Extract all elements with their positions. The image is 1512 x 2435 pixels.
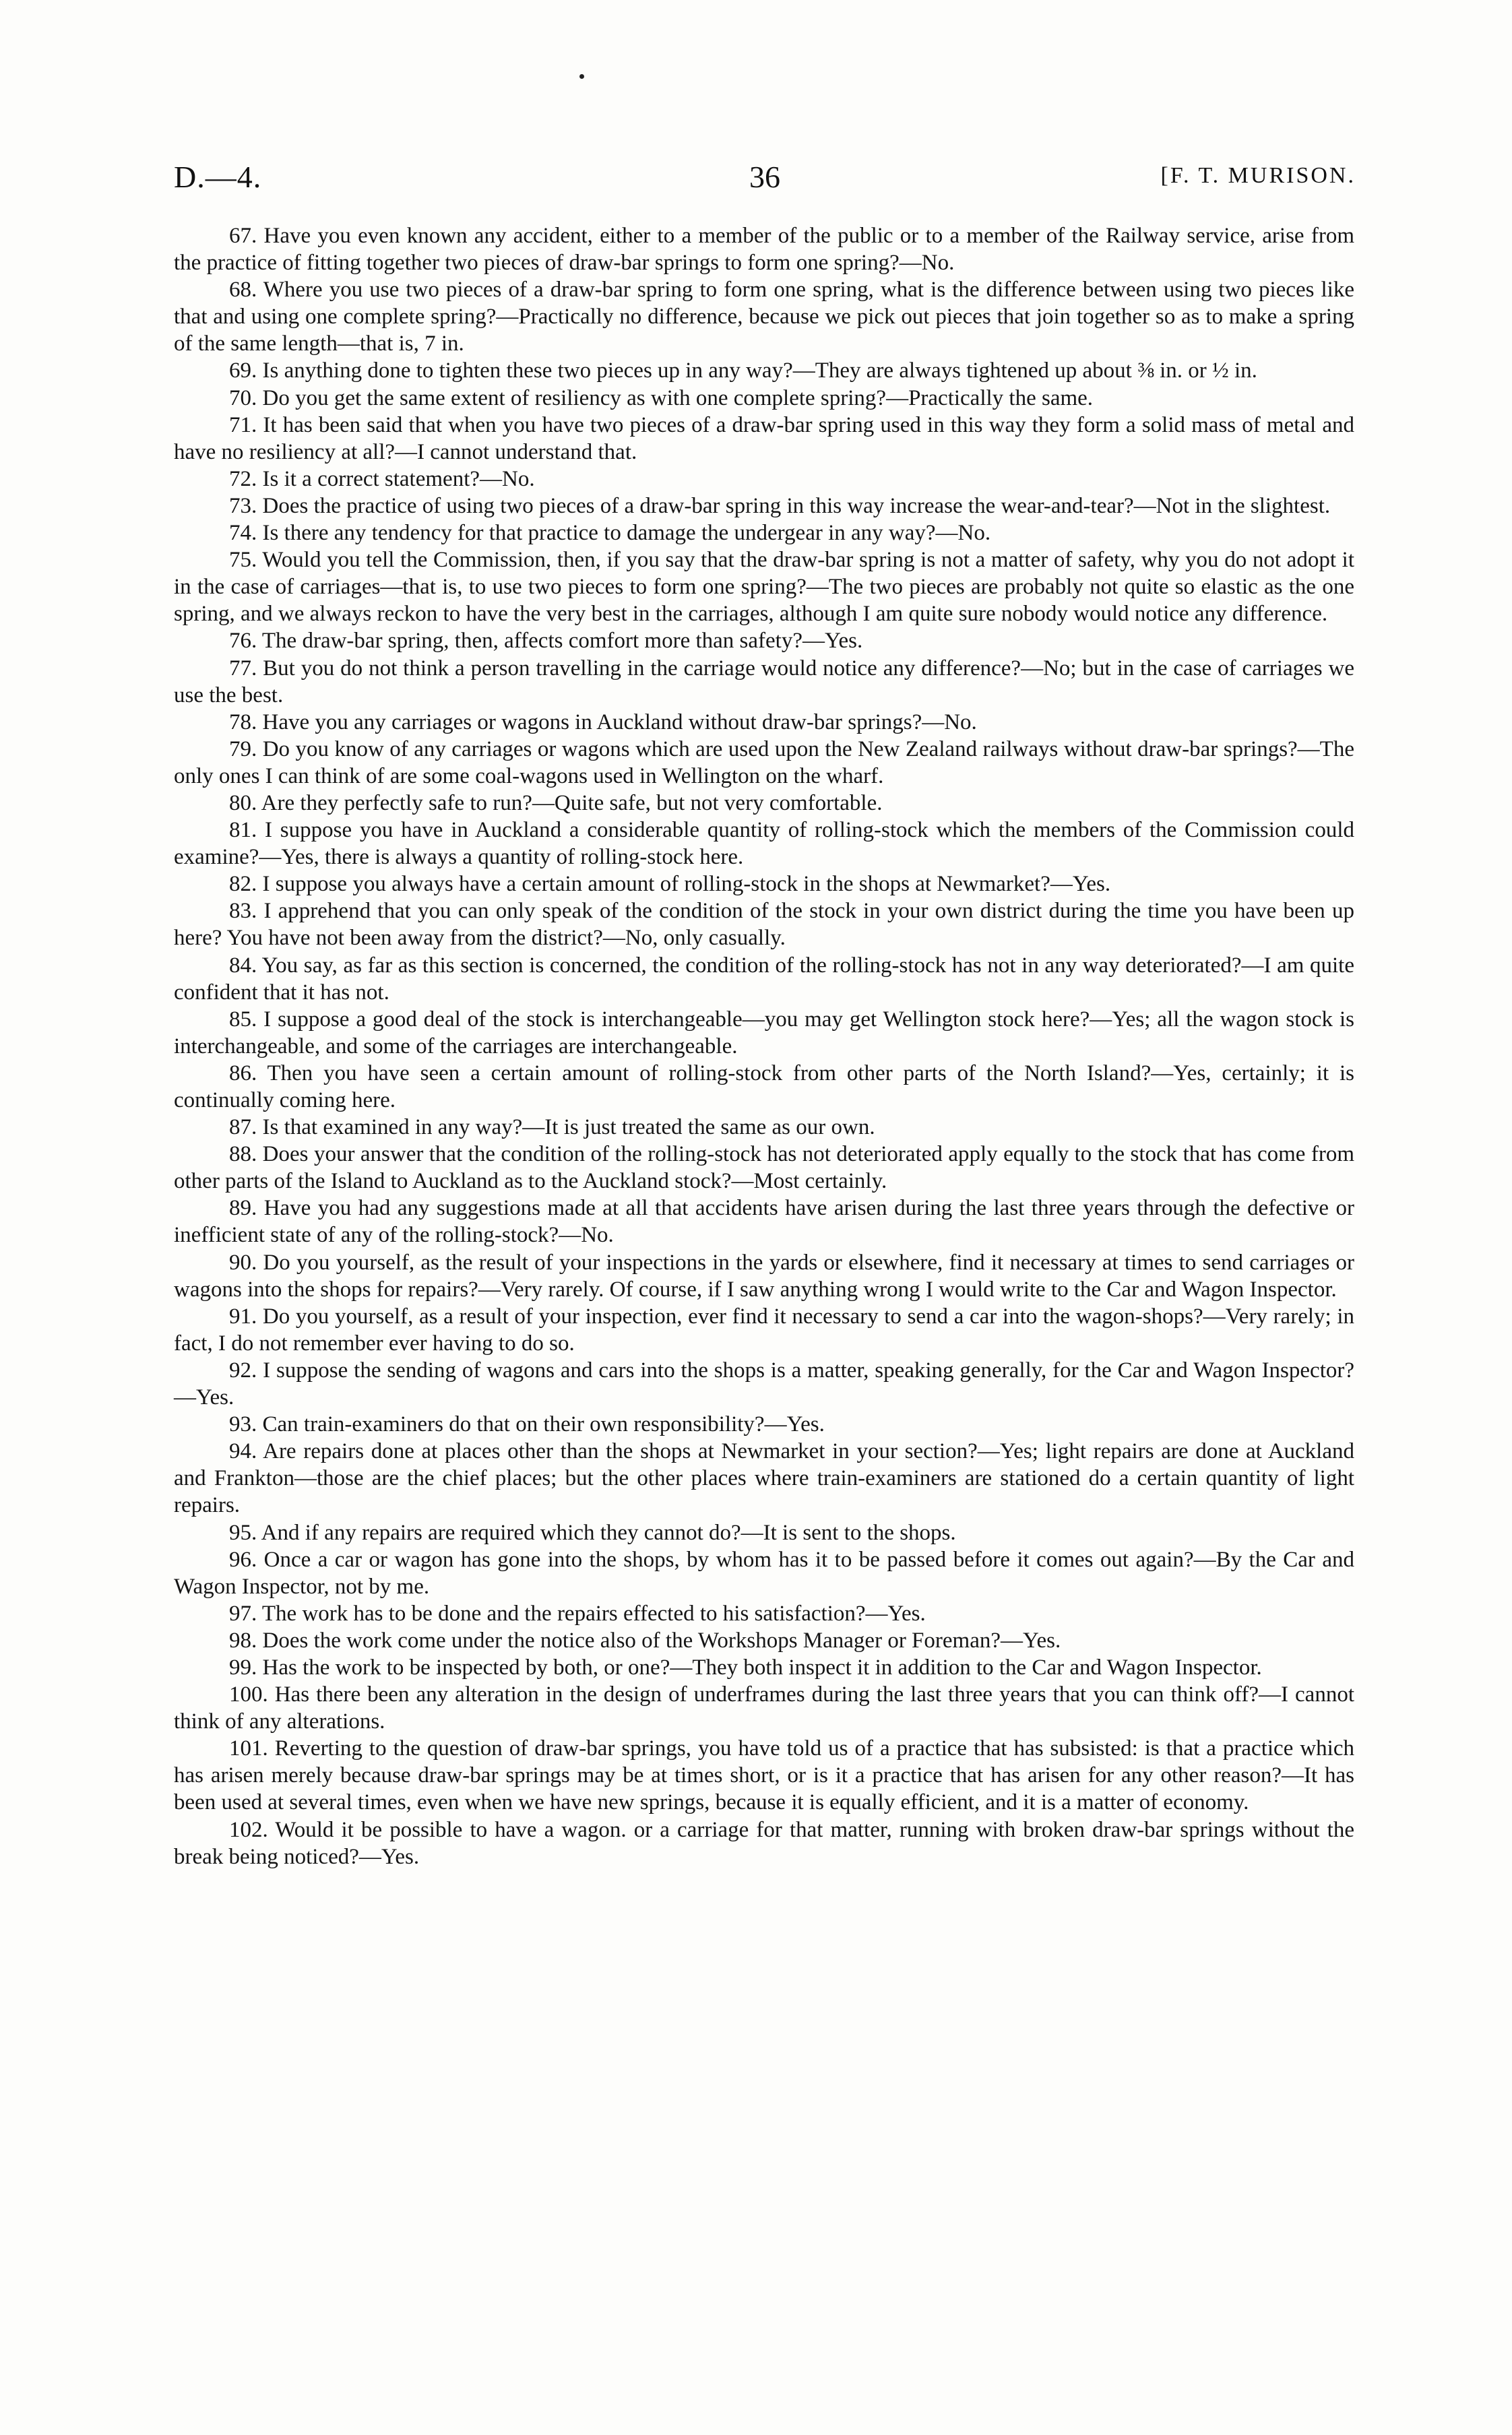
question-answer-paragraph: 87. Is that examined in any way?—It is just treated the same as our own.: [229, 1115, 875, 1140]
question-answer-paragraph: 90. Do you yourself, as the result of your inspections in the yards or elsewhere, find it necessary at times to send carriages or wagons into the shops for repairs?—Very rarely. Of course, if I saw anything wrong I would write to the Car and Wagon Inspector.: [174, 1250, 1354, 1302]
question-answer-paragraph: 89. Have you had any suggestions made at all that accidents have arisen during the last three years through the defective or inefficient state of any of the rolling-stock?—No.: [174, 1196, 1354, 1248]
question-answer-paragraph: 95. And if any repairs are required which they cannot do?—It is sent to the shops.: [229, 1520, 956, 1545]
page-header: [174, 159, 1356, 206]
question-answer-paragraph: 97. The work has to be done and the repairs effected to his satisfaction?—Yes.: [229, 1601, 926, 1626]
question-answer-paragraph: 93. Can train-examiners do that on their own responsibility?—Yes.: [229, 1412, 825, 1437]
question-answer-paragraph: 75. Would you tell the Commission, then, if you say that the draw-bar spring is not a matter of safety, why you do not adopt it in the case of carriages—that is, to use two pieces to form one spring?—The two pieces are probably not quite so elastic as the one spring, and we always reckon to have the very best in the carriages, although I am quite sure nobody would notice any difference.: [174, 548, 1354, 627]
stray-ink-dot: [579, 74, 584, 79]
question-answer-paragraph: 70. Do you get the same extent of resiliency as with one complete spring?—Practically the same.: [229, 385, 1094, 410]
question-answer-paragraph: 67. Have you even known any accident, either to a member of the public or to a member of the Railway service, arise from the practice of fitting together two pieces of draw-bar springs to form one spring?—No.: [174, 224, 1354, 276]
question-answer-paragraph: 101. Reverting to the question of draw-bar springs, you have told us of a practice that has subsisted: is that a practice which has arisen merely because draw-bar springs may be at times short, or is it a practice that has arisen for any other reason?—It has been used at several times, even when we have new springs, because it is equally efficient, and it is a matter of economy.: [174, 1736, 1354, 1815]
question-answer-paragraph: 69. Is anything done to tighten these two pieces up in any way?—They are always tightened up about ⅜ in. or ½ in.: [229, 358, 1257, 383]
question-answer-paragraph: 94. Are repairs done at places other than the shops at Newmarket in your section?—Yes; light repairs are done at Auckland and Frankton—those are the chief places; but the other places where train-examiners are stationed do a certain quantity of light repairs.: [174, 1439, 1354, 1518]
question-answer-paragraph: 72. Is it a correct statement?—No.: [229, 466, 535, 491]
question-answer-paragraph: 78. Have you any carriages or wagons in Auckland without draw-bar springs?—No.: [229, 709, 977, 734]
question-answer-paragraph: 83. I apprehend that you can only speak of the condition of the stock in your own district during the time you have been up here? You have not been away from the district?—No, only casually.: [174, 899, 1354, 951]
question-answer-paragraph: 71. It has been said that when you have two pieces of a draw-bar spring used in this way they form a solid mass of metal and have no resiliency at all?—I cannot understand that.: [174, 412, 1354, 464]
page-number: 36: [749, 160, 780, 194]
question-answer-paragraph: 96. Once a car or wagon has gone into the shops, by whom has it to be passed before it comes out again?—By the Car and Wagon Inspector, not by me.: [174, 1547, 1354, 1599]
witness-name: [F. T. MURISON.: [1160, 163, 1356, 188]
question-answer-paragraph: 81. I suppose you have in Auckland a considerable quantity of rolling-stock which the members of the Commission could examine?—Yes, there is always a quantity of rolling-stock here.: [174, 818, 1354, 870]
question-answer-paragraph: 86. Then you have seen a certain amount of rolling-stock from other parts of the North Island?—Yes, certainly; it is continually coming here.: [174, 1061, 1354, 1112]
question-answer-paragraph: 74. Is there any tendency for that practice to damage the undergear in any way?—No.: [229, 521, 991, 546]
question-answer-paragraph: 73. Does the practice of using two pieces of a draw-bar spring in this way increase the wear-and-tear?—Not in the slightest.: [229, 493, 1331, 518]
question-answer-paragraph: 77. But you do not think a person travelling in the carriage would notice any difference?—No; but in the case of carriages we use the best.: [174, 656, 1354, 707]
question-answer-paragraph: 84. You say, as far as this section is concerned, the condition of the rolling-stock has not in any way deteriorated?—I am quite confident that it has not.: [174, 953, 1354, 1005]
question-answer-paragraph: 91. Do you yourself, as a result of your inspection, ever find it necessary to send a car into the wagon-shops?—Very rarely; in fact, I do not remember ever having to do so.: [174, 1304, 1354, 1356]
question-answer-paragraph: 85. I suppose a good deal of the stock is interchangeable—you may get Wellington stock here?—Yes; all the wagon stock is interchangeable, and some of the carriages are interchangeable.: [174, 1007, 1354, 1058]
question-answer-paragraph: 76. The draw-bar spring, then, affects comfort more than safety?—Yes.: [229, 629, 863, 654]
question-answer-paragraph: 88. Does your answer that the condition of the rolling-stock has not deteriorated apply equally to the stock that has come from other parts of the Island to Auckland as to the Auckland stock?—Most certainly.: [174, 1142, 1354, 1194]
question-answer-paragraph: 80. Are they perfectly safe to run?—Quite safe, but not very comfortable.: [229, 790, 883, 815]
question-answer-paragraph: 79. Do you know of any carriages or wagons which are used upon the New Zealand railways without draw-bar springs?—The only ones I can think of are some coal-wagons used in Wellington on the wharf.: [174, 736, 1354, 788]
document-reference: D.—4.: [174, 160, 262, 194]
question-answer-paragraph: 98. Does the work come under the notice also of the Workshops Manager or Foreman?—Yes.: [229, 1628, 1061, 1653]
testimony-body: [174, 222, 1354, 1870]
question-answer-paragraph: 92. I suppose the sending of wagons and cars into the shops is a matter, speaking generally, for the Car and Wagon Inspector?—Yes.: [174, 1358, 1354, 1410]
question-answer-paragraph: 99. Has the work to be inspected by both, or one?—They both inspect it in addition to the Car and Wagon Inspector.: [229, 1655, 1262, 1680]
question-answer-paragraph: 68. Where you use two pieces of a draw-bar spring to form one spring, what is the difference between using two pieces like that and using one complete spring?—Practically no difference, because we pick out pieces that join together so as to make a spring of the same length—that is, 7 in.: [174, 278, 1354, 356]
question-answer-paragraph: 82. I suppose you always have a certain amount of rolling-stock in the shops at Newmarket?—Yes.: [229, 872, 1111, 897]
question-answer-paragraph: 100. Has there been any alteration in the design of underframes during the last three years that you can think off?—I cannot think of any alterations.: [174, 1682, 1354, 1734]
question-answer-paragraph: 102. Would it be possible to have a wagon. or a carriage for that matter, running with broken draw-bar springs without the break being noticed?—Yes.: [174, 1817, 1354, 1869]
